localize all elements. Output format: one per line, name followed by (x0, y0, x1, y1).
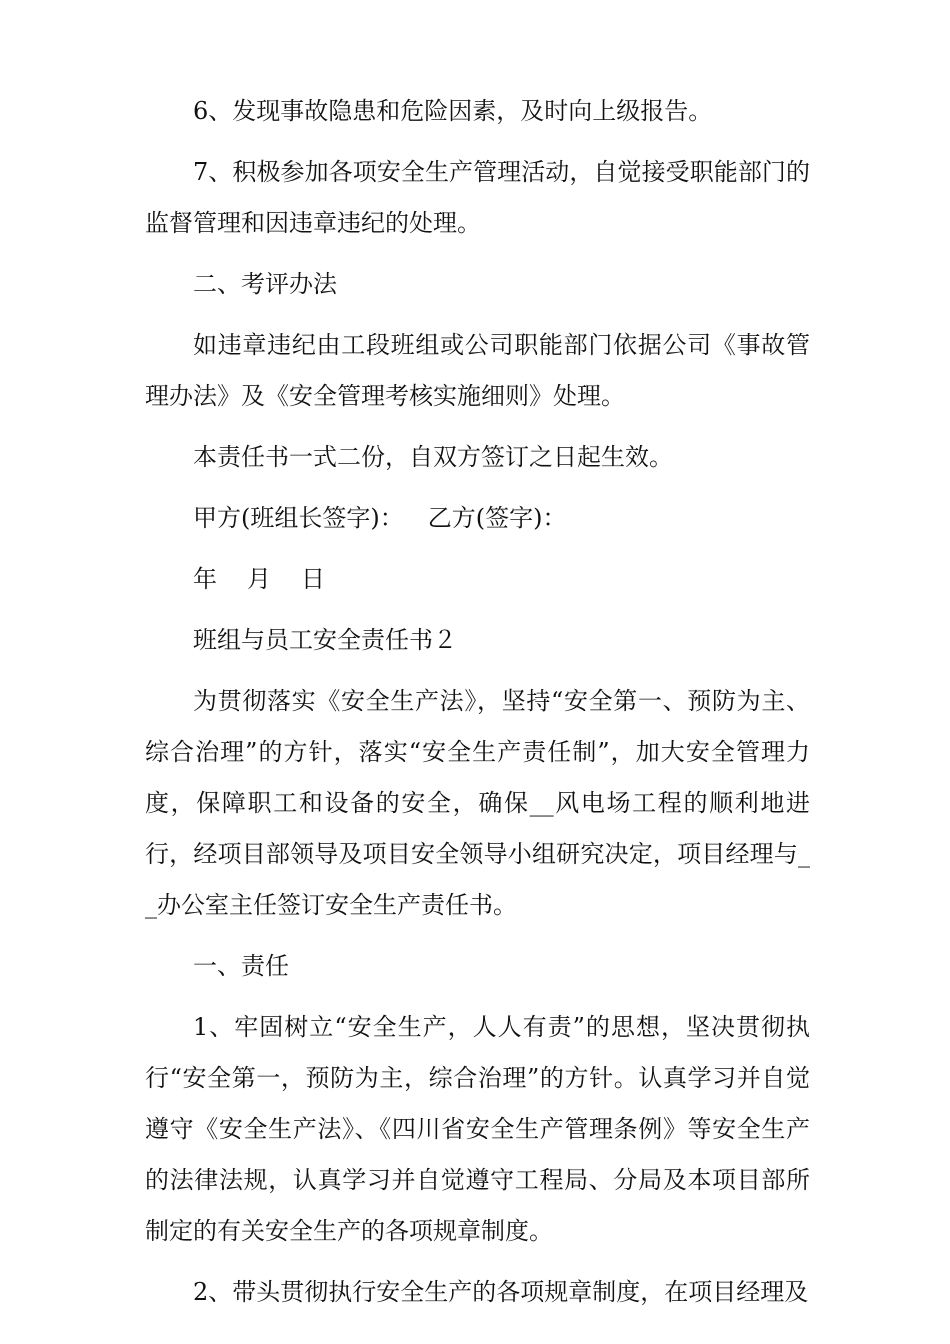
party-a-signature-label: 甲方(班组长签字)： (193, 504, 404, 532)
paragraph-intro: 为贯彻落实《安全生产法》，坚持“安全第一、预防为主、综合治理”的方针，落实“安全生产责任制”，加大安全管理力度，保障职工和设备的安全，确保__风电场工程的顺利地进行，经项目部领导及项目安全领导小组研究决定，项目经理与__办公室主任签订安全生产责任书。 (145, 687, 810, 919)
paragraph-effective: 本责任书一式二份，自双方签订之日起生效。 (193, 443, 673, 471)
paragraph-responsibility-1: 1、牢固树立“安全生产，人人有责”的思想，坚决贯彻执行“安全第一，预防为主，综合治理”的方针。认真学习并自觉遵守《安全生产法》、《四川省安全生产管理条例》等安全生产的法律法规，认真学习并自觉遵守工程局、分局及本项目部所制定的有关安全生产的各项规章制度。 (145, 1013, 810, 1245)
paragraph-item-6: 6、发现事故隐患和危险因素，及时向上级报告。 (193, 97, 713, 125)
date-month-label: 月 (247, 565, 271, 593)
date-day-label: 日 (301, 565, 325, 593)
paragraph-violation-handling: 如违章违纪由工段班组或公司职能部门依据公司《事故管理办法》及《安全管理考核实施细则》处理。 (145, 331, 810, 410)
date-line (145, 554, 810, 605)
party-b-signature-label: 乙方(签字)： (427, 504, 567, 532)
paragraph-item-7: 7、积极参加各项安全生产管理活动，自觉接受职能部门的监督管理和因违章违纪的处理。 (145, 158, 810, 237)
document-subtitle: 班组与员工安全责任书２ (193, 626, 457, 654)
section-heading-responsibility: 一、责任 (193, 952, 289, 980)
signature-line (145, 493, 810, 544)
document-body (145, 86, 810, 1328)
section-heading-evaluation: 二、考评办法 (193, 270, 337, 298)
date-year-label: 年 (193, 565, 217, 593)
paragraph-responsibility-2: 2、带头贯彻执行安全生产的各项规章制度，在项目经理及 (193, 1278, 809, 1306)
